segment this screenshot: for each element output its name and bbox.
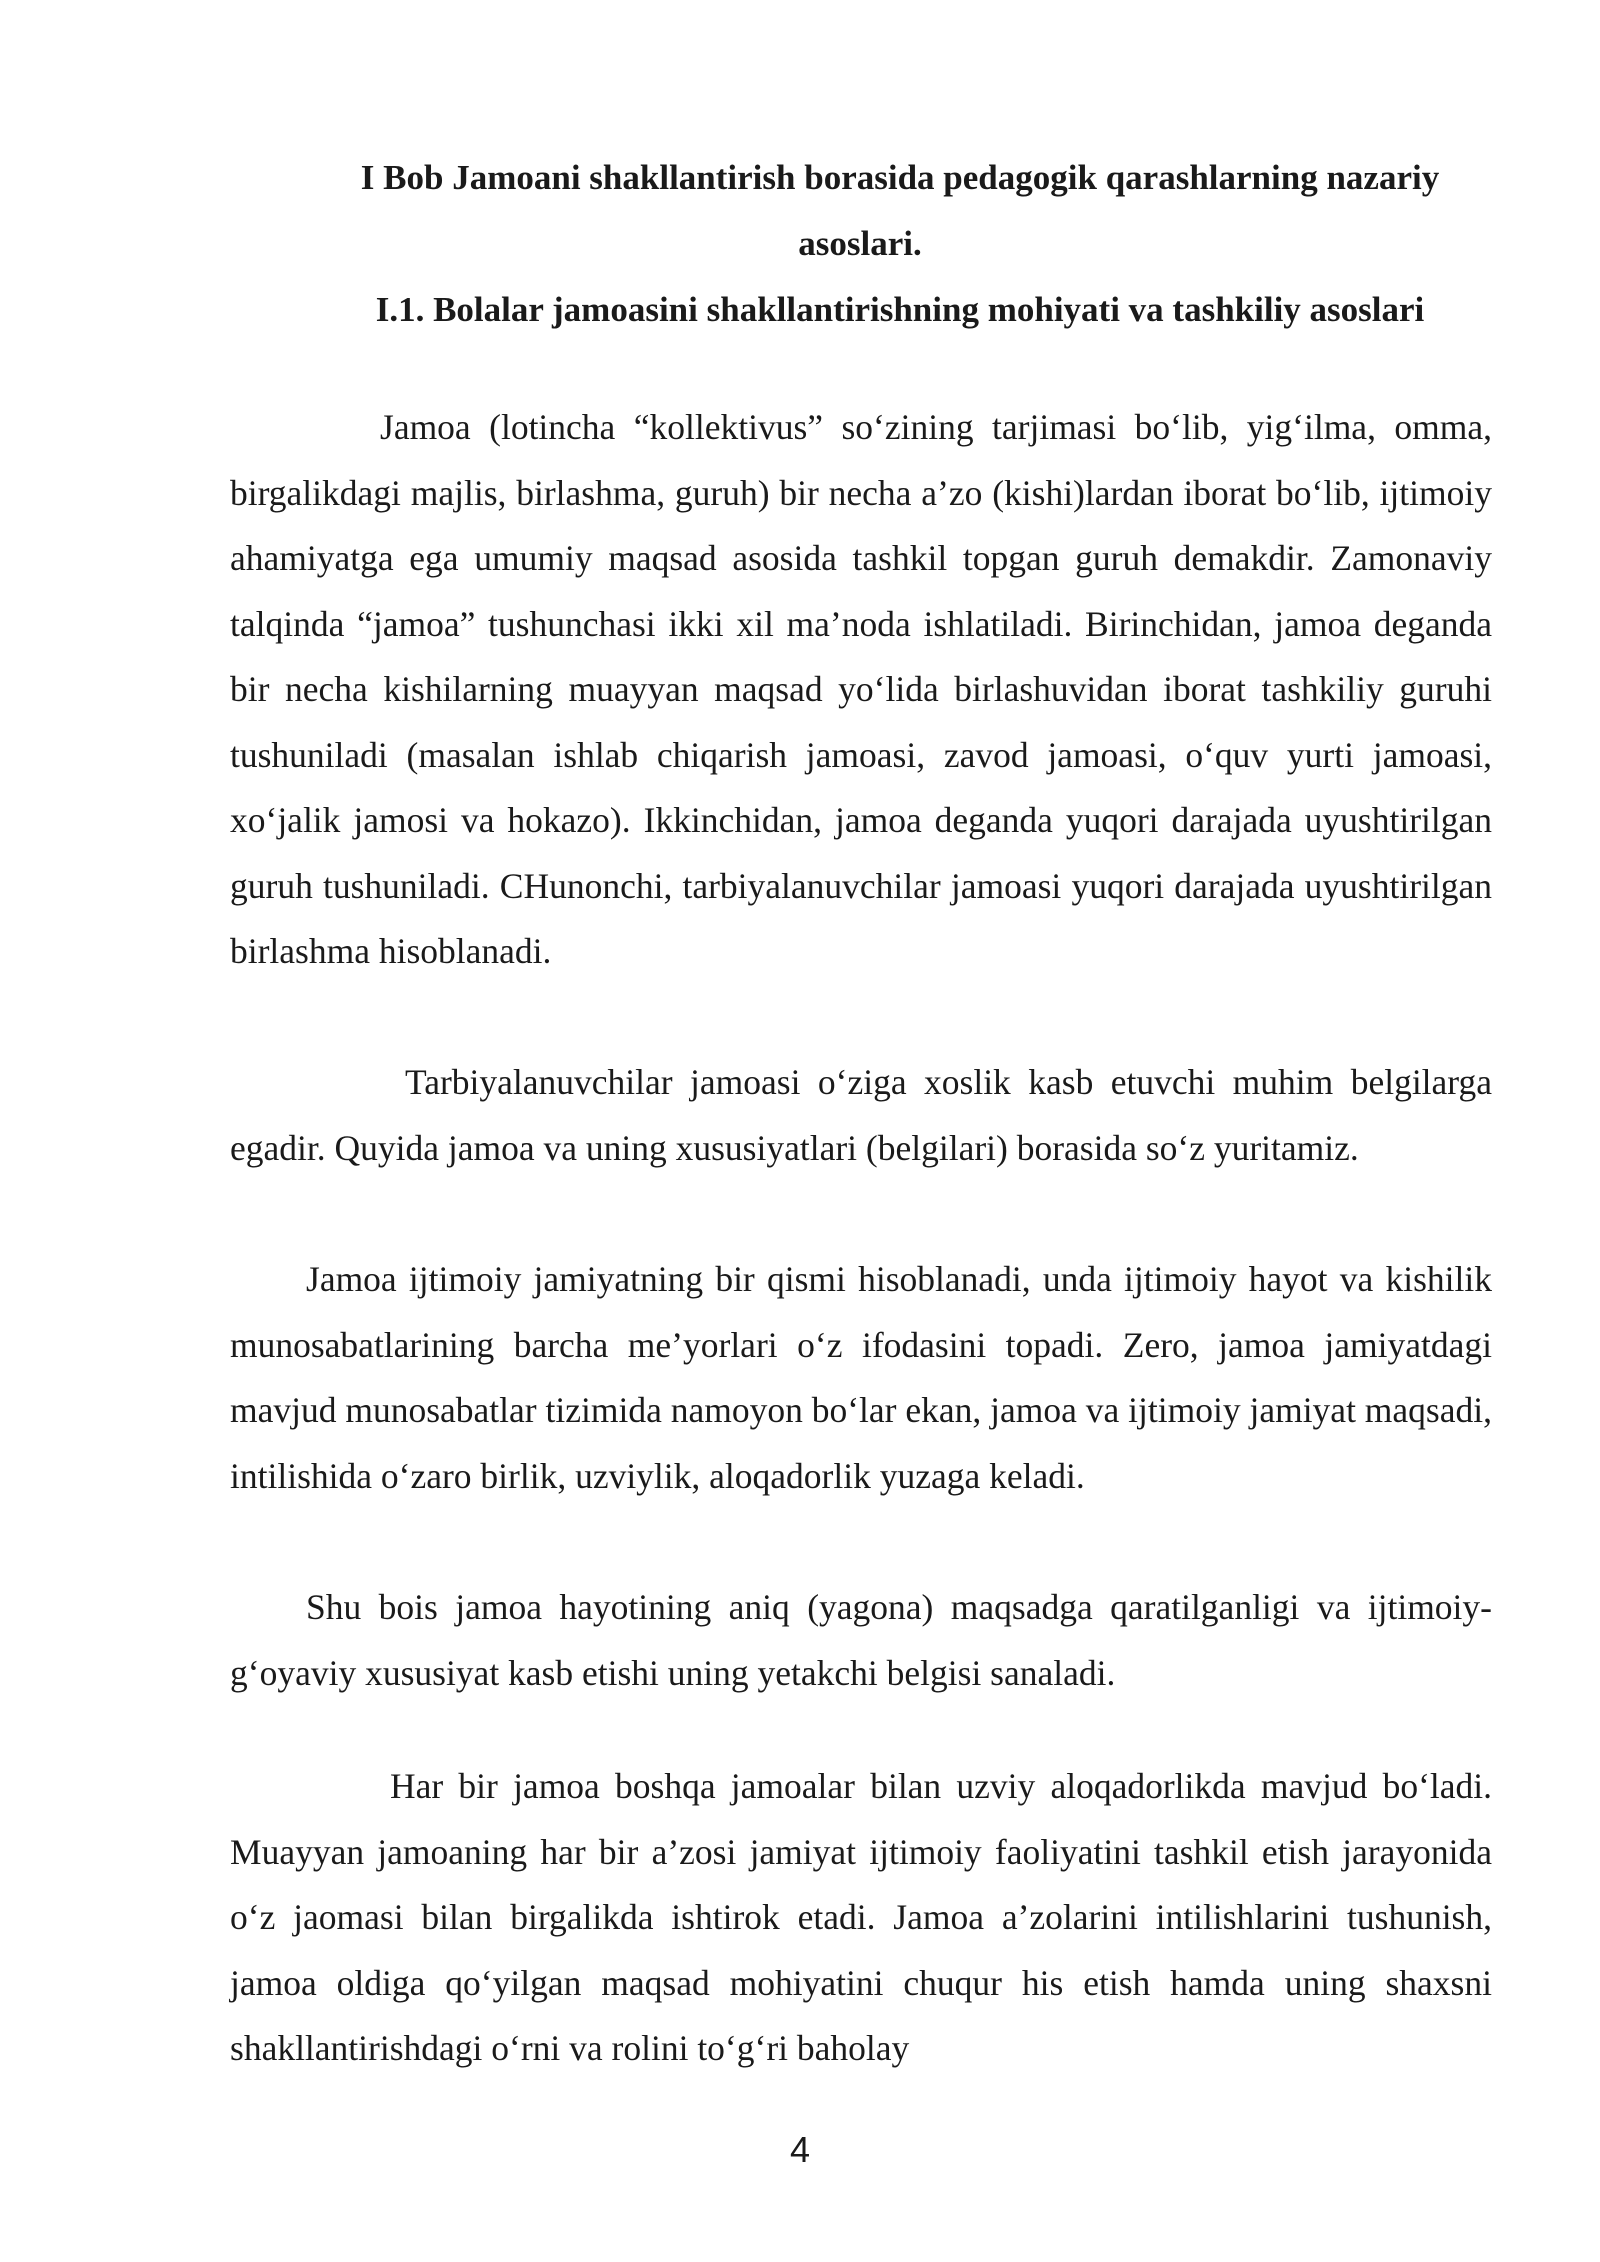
chapter-title-continued: asoslari.	[798, 224, 922, 263]
paragraph-leading-feature: Shu bois jamoa hayotining aniq (yagona) maqsadga qaratilganligi va ijtimoiy-g‘oyaviy xususiyat kasb etishi uning yetakchi belgisi sanaladi.	[230, 1587, 1492, 1693]
page-number: 4	[789, 2129, 811, 2170]
chapter-title: I Bob Jamoani shakllantirish borasida pedagogik qarashlarning nazariy	[360, 158, 1440, 197]
paragraph-jamoa-definition: Jamoa (lotincha “kollektivus” so‘zining tarjimasi bo‘lib, yig‘ilma, omma, birgalikdagi majlis, birlashma, guruh) bir necha a’zo (kishi)lardan iborat bo‘lib, ijtimoiy ahamiyatga ega umumiy maqsad asosida tashkil topgan guruh demakdir. Zamonaviy talqinda “jamoa” tushunchasi ikki xil ma’noda ishlatiladi. Birinchidan, jamoa deganda bir necha kishilarning muayyan maqsad yo‘lida birlashuvidan iborat tashkiliy guruhi tushuniladi (masalan ishlab chiqarish jamoasi, zavod jamoasi, o‘quv yurti jamoasi, xo‘jalik jamosi va hokazo). Ikkinchidan, jamoa deganda yuqori darajada uyushtirilgan guruh tushuniladi. CHunonchi, tarbiyalanuvchilar jamoasi yuqori darajada uyushtirilgan birlashma hisoblanadi.	[230, 407, 1492, 971]
paragraph-pupils-collective: Tarbiyalanuvchilar jamoasi o‘ziga xoslik kasb etuvchi muhim belgilarga egadir. Quyida jamoa va uning xususiyatlari (belgilari) borasida so‘z yuritamiz.	[230, 1062, 1492, 1168]
paragraph-social-society: Jamoa ijtimoiy jamiyatning bir qismi hisoblanadi, unda ijtimoiy hayot va kishilik munosabatlarining barcha me’yorlari o‘z ifodasini topadi. Zero, jamoa jamiyatdagi mavjud munosabatlar tizimida namoyon bo‘lar ekan, jamoa va ijtimoiy jamiyat maqsadi, intilishida o‘zaro birlik, uzviylik, aloqadorlik yuzaga keladi.	[230, 1259, 1492, 1496]
paragraph-interrelation: Har bir jamoa boshqa jamoalar bilan uzviy aloqadorlikda mavjud bo‘ladi. Muayyan jamoaning har bir a’zosi jamiyat ijtimoiy faoliyatini tashkil etish jarayonida o‘z jaomasi bilan birgalikda ishtirok etadi. Jamoa a’zolarini intilishlarini tushunish, jamoa oldiga qo‘yilgan maqsad mohiyatini chuqur his etish hamda uning shaxsni shakllantirishdagi o‘rni va rolini to‘g‘ri baholay	[230, 1766, 1492, 2068]
section-title: I.1. Bolalar jamoasini shakllantirishning mohiyati va tashkiliy asoslari	[375, 290, 1425, 329]
